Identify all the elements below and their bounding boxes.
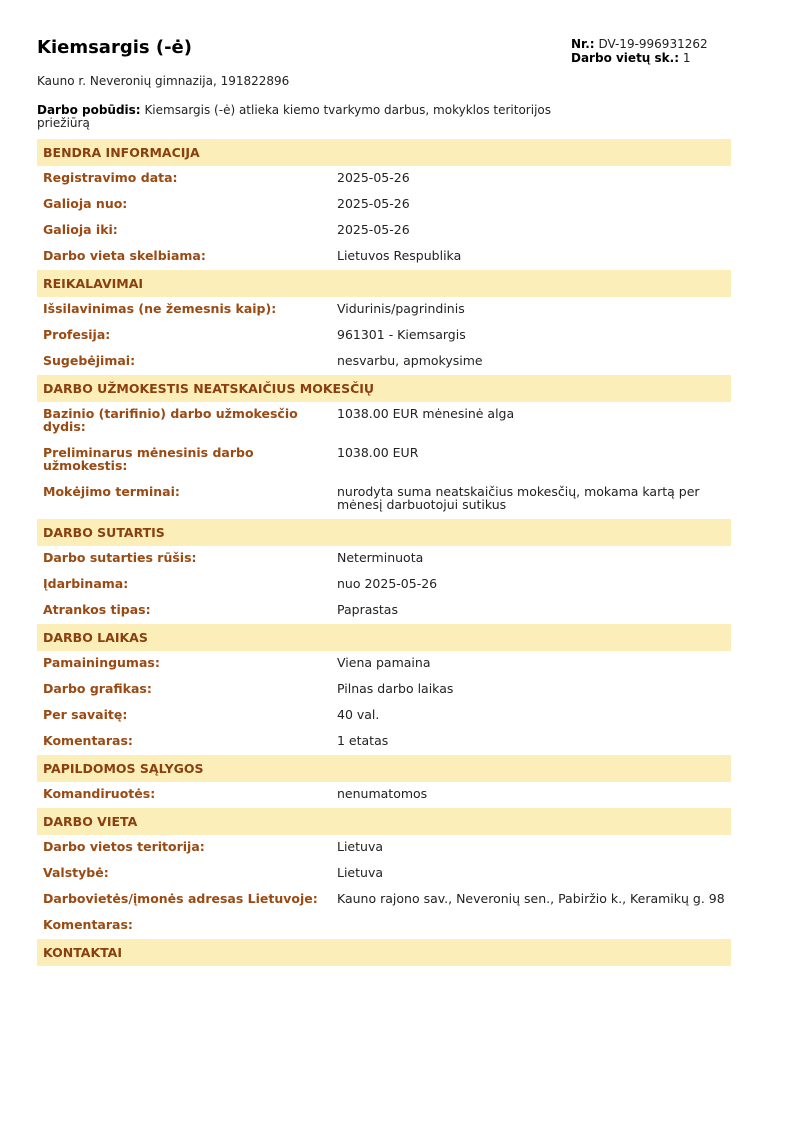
field-label: Darbo sutarties rūšis: — [43, 550, 197, 565]
info-row — [37, 480, 731, 519]
field-label: Darbo grafikas: — [43, 681, 152, 696]
info-row — [37, 572, 731, 598]
field-label: Komentaras: — [43, 917, 133, 932]
info-row — [37, 441, 731, 480]
field-label: Įdarbinama: — [43, 576, 129, 591]
field-value: 40 val. — [337, 707, 380, 722]
field-value: Lietuva — [337, 839, 384, 854]
info-row — [37, 218, 731, 244]
info-row — [37, 703, 731, 729]
info-row — [37, 835, 731, 861]
info-row — [37, 861, 731, 887]
field-label: Mokėjimo terminai: — [43, 484, 180, 499]
info-row — [37, 297, 731, 323]
job-posting — [37, 34, 731, 966]
field-label: Išsilavinimas (ne žemesnis kaip): — [43, 301, 277, 316]
field-label: Darbovietės/įmonės adresas Lietuvoje: — [43, 891, 318, 906]
section-time — [37, 624, 731, 651]
places-count-label: Darbo vietų sk.: — [571, 51, 679, 65]
field-label: Per savaitę: — [43, 707, 128, 722]
field-value: Paprastas — [337, 602, 398, 617]
field-value: 1038.00 EUR mėnesinė alga — [337, 406, 515, 421]
field-label: Galioja nuo: — [43, 196, 128, 211]
field-label: Komentaras: — [43, 733, 133, 748]
field-value: Kauno rajono sav., Neveronių sen., Pabiržio k., Keramikų g. 98 — [337, 891, 725, 906]
field-value: nenumatomos — [337, 786, 428, 801]
field-label: Preliminarus mėnesinis darbo užmokestis: — [43, 445, 254, 473]
field-label: Profesija: — [43, 327, 111, 342]
info-row — [37, 323, 731, 349]
section-title: DARBO SUTARTIS — [37, 519, 731, 546]
info-row — [37, 166, 731, 192]
employer: Kauno r. Neveronių gimnazija, 191822896 — [37, 74, 290, 88]
field-value: nesvarbu, apmokysime — [337, 353, 483, 368]
work-nature-label: Darbo pobūdis: — [37, 103, 141, 117]
header — [37, 34, 731, 74]
section-title: REIKALAVIMAI — [37, 270, 731, 297]
posting-number-label: Nr.: — [571, 37, 595, 51]
work-nature-value: Kiemsargis (-ė) atlieka kiemo tvarkymo darbus, mokyklos teritorijos priežiūrą — [37, 103, 551, 130]
field-value: Lietuva — [337, 865, 384, 880]
field-value: 2025-05-26 — [337, 222, 410, 237]
info-row — [37, 244, 731, 270]
details-body — [37, 139, 731, 966]
info-row — [37, 729, 731, 755]
details-table — [37, 139, 731, 966]
section-title: DARBO LAIKAS — [37, 624, 731, 651]
field-value: Vidurinis/pagrindinis — [337, 301, 465, 316]
section-title: KONTAKTAI — [37, 939, 731, 966]
field-value — [337, 913, 731, 939]
info-row — [37, 546, 731, 572]
info-row — [37, 192, 731, 218]
posting-number — [571, 37, 708, 51]
section-title: BENDRA INFORMACIJA — [37, 139, 731, 166]
info-row — [37, 782, 731, 808]
field-label: Pamainingumas: — [43, 655, 160, 670]
field-value: 2025-05-26 — [337, 170, 410, 185]
field-value: Lietuvos Respublika — [337, 248, 462, 263]
posting-meta — [571, 37, 708, 65]
work-nature — [37, 104, 567, 130]
field-label: Atrankos tipas: — [43, 602, 151, 617]
section-requirements — [37, 270, 731, 297]
field-label: Galioja iki: — [43, 222, 118, 237]
info-row — [37, 677, 731, 703]
section-title: DARBO VIETA — [37, 808, 731, 835]
field-value: Neterminuota — [337, 550, 424, 565]
field-value: 961301 - Kiemsargis — [337, 327, 466, 342]
section-contacts — [37, 939, 731, 966]
info-row — [37, 651, 731, 677]
field-value: 2025-05-26 — [337, 196, 410, 211]
info-row — [37, 887, 731, 913]
field-label: Darbo vietos teritorija: — [43, 839, 205, 854]
field-value: Viena pamaina — [337, 655, 431, 670]
field-label: Darbo vieta skelbiama: — [43, 248, 206, 263]
field-value: Pilnas darbo laikas — [337, 681, 454, 696]
field-value: nurodyta suma neatskaičius mokesčių, mokama kartą per mėnesį darbuotojui sutikus — [337, 484, 700, 512]
job-title: Kiemsargis (-ė) — [37, 37, 192, 58]
field-value: nuo 2025-05-26 — [337, 576, 438, 591]
info-row — [37, 349, 731, 375]
field-value: 1038.00 EUR — [337, 445, 419, 460]
posting-number-value: DV-19-996931262 — [598, 37, 708, 51]
section-contract — [37, 519, 731, 546]
field-label: Registravimo data: — [43, 170, 178, 185]
section-place — [37, 808, 731, 835]
field-value: 1 etatas — [337, 733, 389, 748]
field-label: Sugebėjimai: — [43, 353, 136, 368]
field-label: Valstybė: — [43, 865, 109, 880]
section-general — [37, 139, 731, 166]
places-count — [571, 51, 708, 65]
info-row — [37, 598, 731, 624]
info-row — [37, 402, 731, 441]
field-label: Komandiruotės: — [43, 786, 156, 801]
section-salary — [37, 375, 731, 402]
field-label: Bazinio (tarifinio) darbo užmokesčio dydis: — [43, 406, 298, 434]
section-extra — [37, 755, 731, 782]
section-title: PAPILDOMOS SĄLYGOS — [37, 755, 731, 782]
info-row — [37, 913, 731, 939]
places-count-value: 1 — [682, 51, 691, 65]
section-title: DARBO UŽMOKESTIS NEATSKAIČIUS MOKESČIŲ — [37, 375, 731, 402]
